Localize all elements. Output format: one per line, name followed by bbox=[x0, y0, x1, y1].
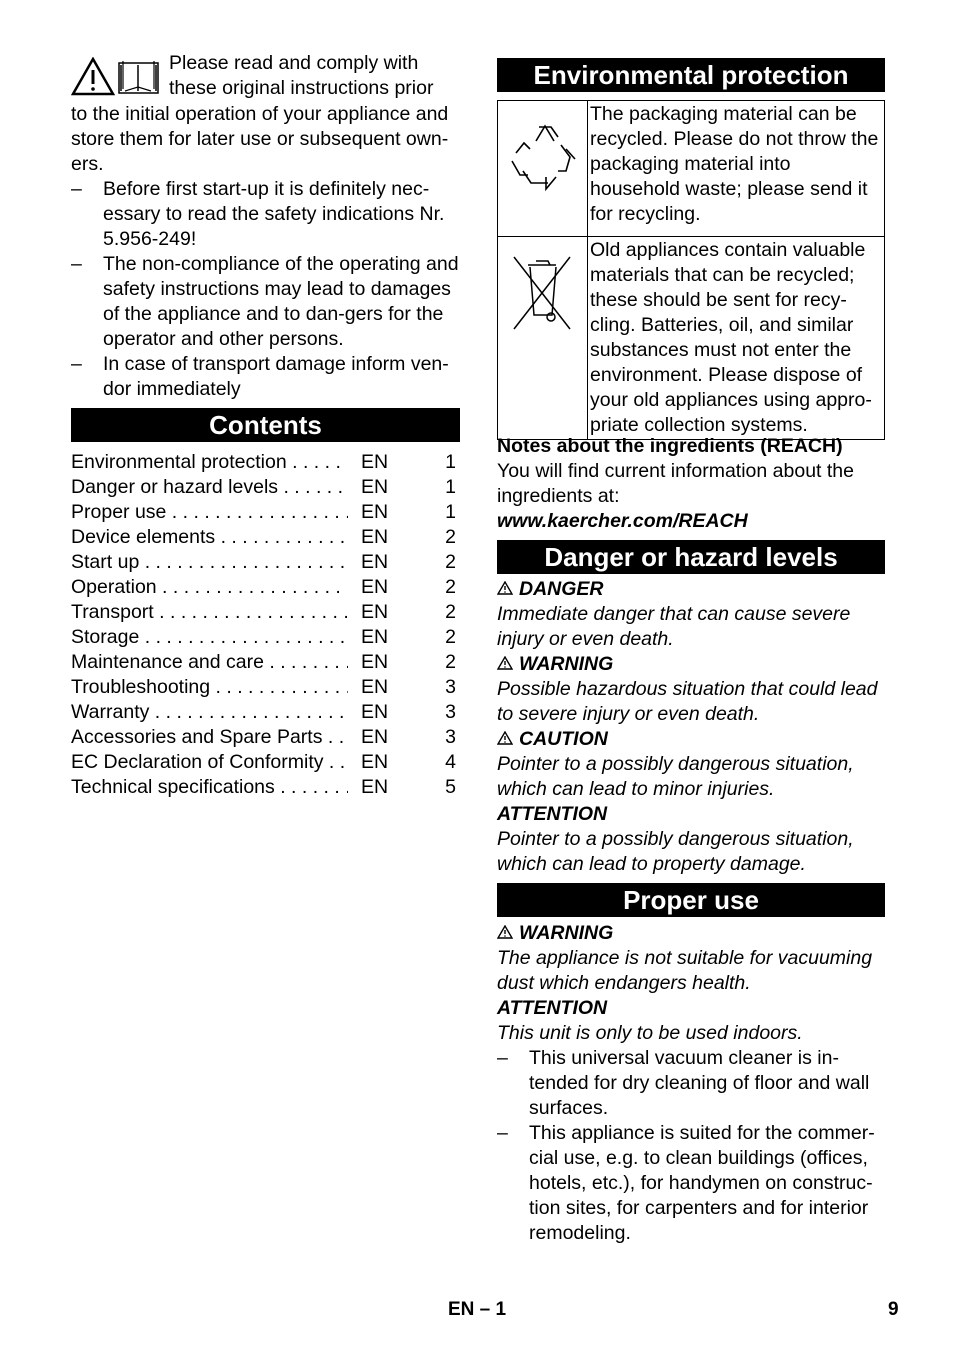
intro-text: to the initial operation of your appliance and store them for later use or subsequent own-ers. bbox=[71, 103, 449, 175]
intro-bullets bbox=[71, 177, 460, 402]
toc-row[interactable] bbox=[71, 600, 460, 625]
toc-page: 2 bbox=[445, 551, 456, 573]
list-item bbox=[497, 1121, 885, 1246]
recycle-cell bbox=[498, 101, 588, 237]
manual-book-icon bbox=[119, 61, 158, 93]
attention-label: ATTENTION bbox=[497, 997, 608, 1019]
toc-title: Environmental protection . . . bbox=[71, 450, 348, 475]
toc-page: 2 bbox=[445, 526, 456, 548]
proper-use-bullets bbox=[497, 1046, 885, 1246]
toc-lang: EN bbox=[361, 476, 389, 498]
toc-lang: EN bbox=[361, 726, 389, 748]
toc-page: 2 bbox=[445, 601, 456, 623]
toc-title: Accessories and Spare Parts . . . bbox=[71, 725, 348, 750]
toc-page: 1 bbox=[445, 476, 456, 498]
warning-label: WARNING bbox=[519, 653, 614, 675]
warning-triangle-icon bbox=[497, 921, 519, 946]
toc-title: Proper use . . . bbox=[71, 500, 348, 525]
bullet-text: This appliance is suited for the commer-cial use, e.g. to clean buildings (offices, hotels, etc.), for handymen on construc-tion sites, for carpenters and for interior remodeling. bbox=[529, 1122, 875, 1244]
dash: – bbox=[71, 178, 82, 200]
toc-page: 5 bbox=[445, 776, 456, 798]
toc-page: 3 bbox=[445, 676, 456, 698]
toc-lang: EN bbox=[361, 526, 389, 548]
recycle-icon bbox=[498, 101, 587, 229]
attention-text: This unit is only to be used indoors. bbox=[497, 1022, 803, 1044]
danger-text: Immediate danger that can cause severe injury or even death. bbox=[497, 603, 851, 650]
toc-row[interactable] bbox=[71, 725, 460, 750]
environmental-heading: Environmental protection bbox=[497, 58, 885, 92]
table-of-contents bbox=[71, 450, 460, 800]
toc-lang: EN bbox=[361, 776, 389, 798]
toc-lang: EN bbox=[361, 451, 389, 473]
toc-title: Troubleshooting . . . bbox=[71, 675, 348, 700]
proper-use-section bbox=[497, 921, 885, 1246]
reach-title: Notes about the ingredients (REACH) bbox=[497, 435, 843, 457]
warning-triangle-icon bbox=[497, 727, 519, 752]
toc-row[interactable] bbox=[71, 750, 460, 775]
reach-section bbox=[497, 434, 885, 534]
toc-lang: EN bbox=[361, 751, 389, 773]
toc-row[interactable] bbox=[71, 550, 460, 575]
toc-title: Technical specifications . . . bbox=[71, 775, 348, 800]
toc-lang: EN bbox=[361, 701, 389, 723]
reach-text: You will find current information about the ingredients at: bbox=[497, 460, 854, 507]
intro-block bbox=[71, 51, 460, 402]
toc-title: EC Declaration of Conformity . . . bbox=[71, 750, 348, 775]
toc-title: Transport . . . bbox=[71, 600, 348, 625]
toc-row[interactable] bbox=[71, 475, 460, 500]
toc-page: 3 bbox=[445, 726, 456, 748]
toc-title: Maintenance and care . . . bbox=[71, 650, 348, 675]
toc-lang: EN bbox=[361, 626, 389, 648]
page-number: 9 bbox=[888, 1299, 899, 1320]
safety-icons bbox=[71, 57, 163, 102]
crossed-bin-icon bbox=[498, 237, 587, 337]
caution-label: CAUTION bbox=[519, 728, 608, 750]
warning-triangle-icon bbox=[497, 652, 519, 677]
reach-link[interactable]: www.kaercher.com/REACH bbox=[497, 510, 748, 532]
weee-cell bbox=[498, 237, 588, 440]
proper-use-heading: Proper use bbox=[497, 883, 885, 917]
dash: – bbox=[71, 253, 82, 275]
attention-label: ATTENTION bbox=[497, 803, 608, 825]
toc-row[interactable] bbox=[71, 775, 460, 800]
toc-page: 2 bbox=[445, 651, 456, 673]
toc-page: 2 bbox=[445, 626, 456, 648]
toc-title: Operation . . . bbox=[71, 575, 348, 600]
warning-label: WARNING bbox=[519, 922, 614, 944]
toc-row[interactable] bbox=[71, 450, 460, 475]
bullet-text: In case of transport damage inform ven-dor immediately bbox=[103, 353, 449, 400]
hazard-section bbox=[497, 577, 885, 877]
caution-text: Pointer to a possibly dangerous situation, which can lead to minor injuries. bbox=[497, 753, 854, 800]
attention-text: Pointer to a possibly dangerous situation, which can lead to property damage. bbox=[497, 828, 854, 875]
warning-text: Possible hazardous situation that could lead to severe injury or even death. bbox=[497, 678, 878, 725]
list-item bbox=[71, 352, 460, 402]
bullet-text: Before first start-up it is definitely nec-essary to read the safety indications Nr. 5.956-249! bbox=[103, 178, 445, 250]
packaging-text: The packaging material can be recycled. Please do not throw the packaging material into household waste; please send it for recycling. bbox=[588, 101, 885, 237]
toc-page: 2 bbox=[445, 576, 456, 598]
toc-lang: EN bbox=[361, 601, 389, 623]
toc-row[interactable] bbox=[71, 650, 460, 675]
warning-text: The appliance is not suitable for vacuuming dust which endangers health. bbox=[497, 947, 873, 994]
toc-title: Device elements . . . bbox=[71, 525, 348, 550]
toc-row[interactable] bbox=[71, 625, 460, 650]
intro-line-2: these original instructions prior bbox=[169, 77, 434, 99]
toc-lang: EN bbox=[361, 551, 389, 573]
list-item bbox=[497, 1046, 885, 1121]
footer-section-label: EN – 1 bbox=[448, 1299, 507, 1320]
toc-lang: EN bbox=[361, 576, 389, 598]
toc-title: Start up . . . bbox=[71, 550, 348, 575]
warning-triangle-icon bbox=[71, 57, 163, 97]
warning-triangle-icon bbox=[497, 577, 519, 602]
toc-page: 1 bbox=[445, 451, 456, 473]
contents-heading: Contents bbox=[71, 408, 460, 442]
toc-lang: EN bbox=[361, 676, 389, 698]
toc-title: Warranty . . . bbox=[71, 700, 348, 725]
dash: – bbox=[497, 1047, 508, 1069]
bullet-text: The non-compliance of the operating and safety instructions may lead to damages of the appliance and to dan-gers for the operator and other persons. bbox=[103, 253, 459, 350]
dash: – bbox=[497, 1122, 508, 1144]
toc-row[interactable] bbox=[71, 575, 460, 600]
toc-page: 3 bbox=[445, 701, 456, 723]
dash: – bbox=[71, 353, 82, 375]
toc-lang: EN bbox=[361, 501, 389, 523]
danger-label: DANGER bbox=[519, 578, 604, 600]
toc-row[interactable] bbox=[71, 675, 460, 700]
toc-row[interactable] bbox=[71, 525, 460, 550]
toc-row[interactable] bbox=[71, 700, 460, 725]
toc-title: Danger or hazard levels . . . bbox=[71, 475, 348, 500]
list-item bbox=[71, 177, 460, 252]
bullet-text: This universal vacuum cleaner is in-tended for dry cleaning of floor and wall surfaces. bbox=[529, 1047, 870, 1119]
list-item bbox=[71, 252, 460, 352]
old-appliances-text: Old appliances contain valuable materials that can be recycled; these should be sent for recy-cling. Batteries, oil, and similar substances must not enter the environment. Please dispose of your old appliances using appro-priate collection systems. bbox=[588, 237, 885, 440]
toc-page: 1 bbox=[445, 501, 456, 523]
intro-line-1: Please read and comply with bbox=[169, 52, 419, 74]
toc-page: 4 bbox=[445, 751, 456, 773]
toc-row[interactable] bbox=[71, 500, 460, 525]
toc-title: Storage . . . bbox=[71, 625, 348, 650]
hazard-heading: Danger or hazard levels bbox=[497, 540, 885, 574]
toc-lang: EN bbox=[361, 651, 389, 673]
environmental-table bbox=[497, 100, 885, 440]
